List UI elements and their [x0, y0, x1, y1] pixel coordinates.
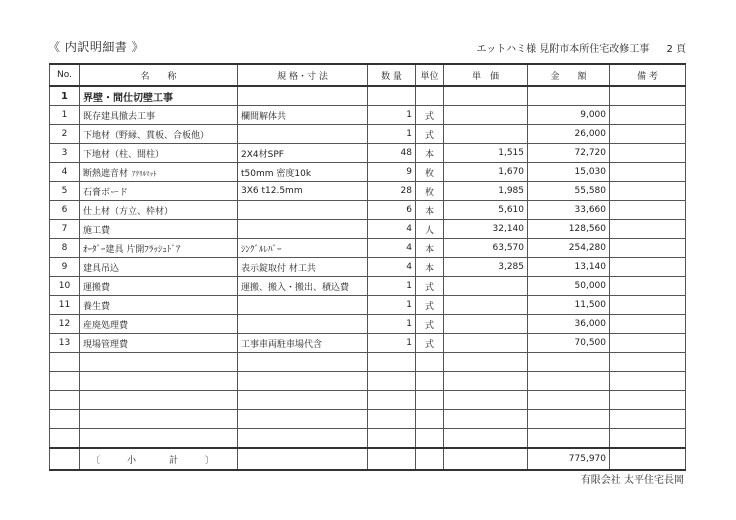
item-unit: 本: [416, 239, 444, 258]
empty-row: [50, 410, 686, 429]
item-qty: 1: [368, 296, 416, 315]
item-spec: ｼﾝｸﾞﾙﾚﾊﾞｰ: [238, 239, 368, 258]
item-spec: 欄間解体共: [238, 106, 368, 125]
item-unit-price: 5,610: [444, 201, 528, 220]
item-amount: 9,000: [528, 106, 610, 125]
item-amount: 36,000: [528, 315, 610, 334]
item-remarks: [610, 182, 686, 201]
item-name: [80, 125, 238, 144]
table-row: [50, 239, 686, 258]
table-row: [50, 220, 686, 239]
document-title: 《 内訳明細書 》: [48, 40, 145, 54]
item-unit: 人: [416, 220, 444, 239]
item-remarks: [610, 125, 686, 144]
empty-row: [50, 391, 686, 410]
item-remarks: [610, 144, 686, 163]
item-no: 5: [50, 182, 80, 201]
item-remarks: [610, 296, 686, 315]
item-amount: 55,580: [528, 182, 610, 201]
page-number: 2 頁: [666, 44, 686, 55]
table-row: [50, 258, 686, 277]
item-unit-price: [444, 315, 528, 334]
item-name-text: 養生費: [83, 301, 111, 312]
item-unit-price: [444, 277, 528, 296]
item-no: 11: [50, 296, 80, 315]
company-name: 有限会社 太平住宅長岡: [580, 475, 684, 486]
item-qty: 9: [368, 163, 416, 182]
header-row: [50, 64, 686, 86]
empty-row: [50, 353, 686, 372]
item-name-text: 建具吊込: [83, 263, 120, 274]
item-name: [80, 239, 238, 258]
item-remarks: [610, 334, 686, 353]
col-spec: 規 格・寸 法: [238, 64, 368, 86]
item-remarks: [610, 163, 686, 182]
item-remarks: [610, 315, 686, 334]
item-unit: 式: [416, 315, 444, 334]
item-unit: 本: [416, 144, 444, 163]
item-qty: 1: [368, 277, 416, 296]
item-qty: 48: [368, 144, 416, 163]
item-name-text: 石膏ボード: [83, 187, 129, 198]
item-name: [80, 163, 238, 182]
item-name-suffix: ｱｸﾘﾙﾏｯﾄ: [132, 169, 157, 178]
item-unit: 式: [416, 125, 444, 144]
table-row: [50, 163, 686, 182]
item-spec: 運搬、搬入・搬出、積込費: [238, 277, 368, 296]
item-qty: 4: [368, 258, 416, 277]
item-no: 13: [50, 334, 80, 353]
item-amount: 11,500: [528, 296, 610, 315]
table-row: [50, 296, 686, 315]
section-no: 1: [50, 86, 80, 106]
item-name: [80, 182, 238, 201]
item-no: 1: [50, 106, 80, 125]
item-spec: [238, 296, 368, 315]
item-amount: 33,660: [528, 201, 610, 220]
table-row: [50, 125, 686, 144]
item-no: 12: [50, 315, 80, 334]
item-no: 10: [50, 277, 80, 296]
item-spec: 工事車両駐車場代含: [238, 334, 368, 353]
col-no: No.: [50, 64, 80, 86]
item-remarks: [610, 277, 686, 296]
section-row: [50, 86, 686, 106]
empty-row: [50, 429, 686, 449]
item-name: [80, 220, 238, 239]
item-name-text: 下地材（野縁、貫板、合板他）: [83, 130, 210, 141]
item-name-text: 現場管理費: [83, 339, 129, 350]
item-unit-price: 32,140: [444, 220, 528, 239]
item-name: [80, 201, 238, 220]
item-unit-price: 1,985: [444, 182, 528, 201]
item-unit: 式: [416, 277, 444, 296]
section-name: 界壁・間仕切壁工事: [80, 86, 238, 106]
item-qty: 6: [368, 201, 416, 220]
item-unit: 本: [416, 258, 444, 277]
table-row: [50, 144, 686, 163]
item-no: 7: [50, 220, 80, 239]
item-name: [80, 296, 238, 315]
item-spec: 2X4材SPF: [238, 144, 368, 163]
table-row: [50, 334, 686, 353]
subtotal-label: 〔 小 計 〕: [80, 448, 238, 470]
item-unit: 式: [416, 106, 444, 125]
item-remarks: [610, 239, 686, 258]
col-amount: 金 額: [528, 64, 610, 86]
table-row: [50, 315, 686, 334]
item-remarks: [610, 201, 686, 220]
item-spec: [238, 125, 368, 144]
item-amount: 128,560: [528, 220, 610, 239]
item-name-text: 仕上材（方立、枠材）: [83, 206, 174, 217]
item-unit: 枚: [416, 163, 444, 182]
item-remarks: [610, 106, 686, 125]
col-price: 単 価: [444, 64, 528, 86]
item-qty: 4: [368, 220, 416, 239]
table-row: [50, 201, 686, 220]
item-no: 4: [50, 163, 80, 182]
table-row: [50, 106, 686, 125]
item-name: [80, 334, 238, 353]
item-spec: 表示錠取付 材工共: [238, 258, 368, 277]
item-no: 3: [50, 144, 80, 163]
subtotal-row: [50, 448, 686, 470]
client-project: エットハミ様 見附市本所住宅改修工事: [476, 44, 650, 55]
item-spec: [238, 315, 368, 334]
item-name-text: 断熱遮音材: [83, 168, 129, 179]
item-remarks: [610, 220, 686, 239]
item-unit-price: [444, 125, 528, 144]
item-amount: 15,030: [528, 163, 610, 182]
empty-row: [50, 372, 686, 391]
col-unit: 単位: [416, 64, 444, 86]
item-name: [80, 258, 238, 277]
item-unit-price: [444, 296, 528, 315]
item-amount: 70,500: [528, 334, 610, 353]
item-unit: 式: [416, 334, 444, 353]
table-row: [50, 277, 686, 296]
item-qty: 28: [368, 182, 416, 201]
item-remarks: [610, 258, 686, 277]
item-spec: t50mm 密度10k: [238, 163, 368, 182]
item-unit: 本: [416, 201, 444, 220]
item-qty: 1: [368, 315, 416, 334]
item-unit-price: 3,285: [444, 258, 528, 277]
item-no: 6: [50, 201, 80, 220]
item-unit: 枚: [416, 182, 444, 201]
item-name: [80, 277, 238, 296]
item-name-text: ｵｰﾀﾞｰ建具 片開ﾌﾗｯｼｭﾄﾞｱ: [83, 244, 181, 255]
item-spec: 3X6 t12.5mm: [238, 182, 368, 201]
item-unit-price: 1,515: [444, 144, 528, 163]
item-name: [80, 315, 238, 334]
col-name: 名 称: [80, 64, 238, 86]
item-unit: 式: [416, 296, 444, 315]
item-qty: 4: [368, 239, 416, 258]
item-name-text: 産廃処理費: [83, 320, 129, 331]
item-name-text: 既存建具撤去工事: [83, 111, 156, 122]
item-no: 9: [50, 258, 80, 277]
item-amount: 72,720: [528, 144, 610, 163]
item-amount: 26,000: [528, 125, 610, 144]
item-no: 8: [50, 239, 80, 258]
item-amount: 254,280: [528, 239, 610, 258]
item-spec: [238, 201, 368, 220]
item-name: [80, 106, 238, 125]
item-amount: 50,000: [528, 277, 610, 296]
col-remarks: 備 考: [610, 64, 686, 86]
item-qty: 1: [368, 125, 416, 144]
subtotal-amount: 775,970: [528, 448, 610, 470]
item-unit-price: 63,570: [444, 239, 528, 258]
item-name-text: 下地材（柱、間柱）: [83, 149, 165, 160]
item-unit-price: [444, 334, 528, 353]
item-qty: 1: [368, 334, 416, 353]
item-name: [80, 144, 238, 163]
document-header: [476, 40, 686, 55]
item-no: 2: [50, 125, 80, 144]
item-name-text: 運搬費: [83, 282, 111, 293]
table-row: [50, 182, 686, 201]
item-unit-price: [444, 106, 528, 125]
col-qty: 数 量: [368, 64, 416, 86]
breakdown-table: [49, 63, 686, 471]
item-name-text: 施工費: [83, 225, 111, 236]
item-unit-price: 1,670: [444, 163, 528, 182]
item-spec: [238, 220, 368, 239]
item-amount: 13,140: [528, 258, 610, 277]
item-qty: 1: [368, 106, 416, 125]
